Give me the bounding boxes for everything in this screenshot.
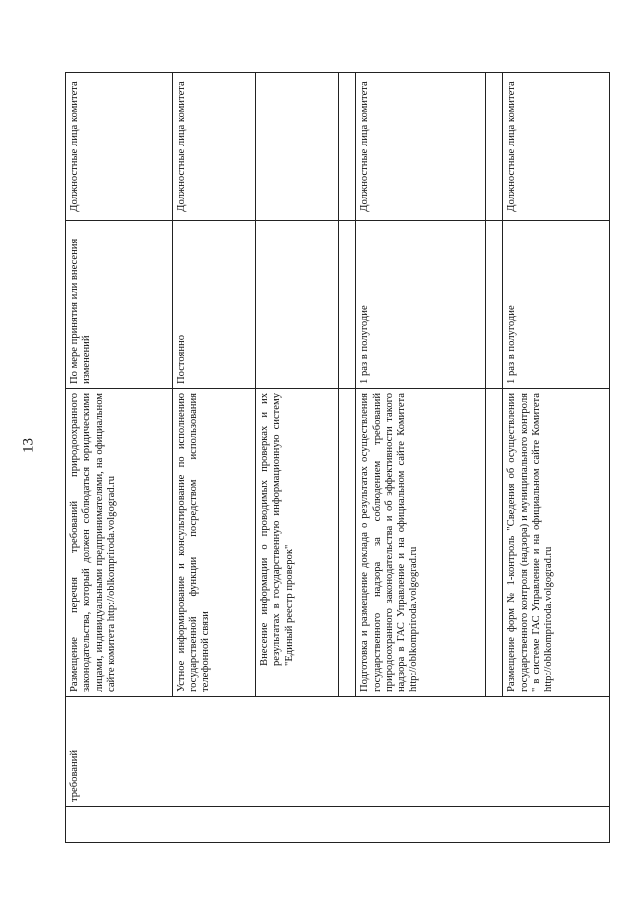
responsible-cell: Должностные лица комитета [66,73,173,221]
page-number: 13 [20,438,37,453]
spacer-cell [486,221,503,389]
measures-table [65,72,610,843]
responsible-cell [255,73,338,221]
action-cell: Устное информирование и консультирование по исполнению государственной функции посредством использования телефонной связи [172,389,255,697]
spacer-cell [339,389,356,697]
spacer-cell [486,73,503,221]
number-column-cell [66,807,610,843]
responsible-cell: Должностные лица комитета [356,73,486,221]
term-cell: 1 раз в полугодие [356,221,486,389]
requirements-label: требований [69,749,80,802]
responsible-cell: Должностные лица комитета [172,73,255,221]
action-cell: Размещение форм № 1-контроль "Сведения об осуществлении государственного контроля (надзора) и муниципального контроля " в системе ГАС Управление и на официальном сайте Комитета http://oblkompriroda.volgograd.ru [503,389,610,697]
action-text: Внесение информации о проводимых проверках и их результатах в государственную информационную систему "Единый реестр проверок" [258,393,295,666]
spacer-cell [339,73,356,221]
table-row [66,73,173,843]
responsible-cell: Должностные лица комитета [503,73,610,221]
term-cell: Постоянно [172,221,255,389]
requirements-label-cell [66,697,610,807]
spacer-cell [486,389,503,697]
term-cell [255,221,338,389]
spacer-cell [339,221,356,389]
term-cell: По мере принятия или внесения изменений [66,221,173,389]
action-cell: Подготовка и размещение доклада о результатах осуществления государственного надзора за соблюдением требований природоохранного законодательства и об эффективности такого надзора в ГАС Управление и на официальном сайте Комитета http://oblkompriroda.volgograd.ru [356,389,486,697]
action-cell [255,389,338,697]
term-cell: 1 раз в полугодие [503,221,610,389]
action-cell: Размещение перечня требований природоохранного законодательства, который должен соблюдаться юридическими лицами, индивидуальными предпринимателями, на официальном сайте комитета http://oblkompriroda.volgograd.ru [66,389,173,697]
rotated-table-container [65,73,610,843]
